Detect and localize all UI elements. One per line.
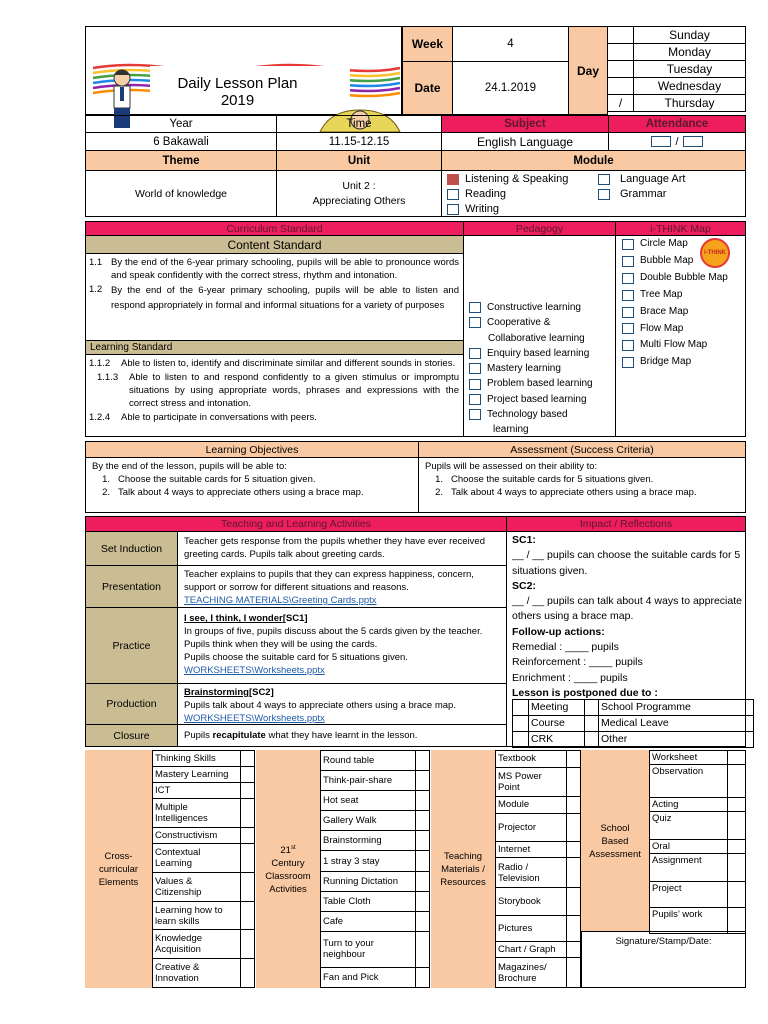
activities-header: Teaching and Learning Activities bbox=[85, 516, 507, 532]
checkbox-icon[interactable] bbox=[622, 357, 634, 368]
century-item: Hot seat bbox=[321, 791, 416, 811]
checkbox-icon[interactable] bbox=[622, 256, 634, 267]
checkbox-icon[interactable] bbox=[447, 204, 459, 215]
objective-item: Talk about 4 ways to appreciate others using a brace map. bbox=[118, 487, 364, 498]
school-item: Observation bbox=[650, 765, 728, 798]
cross-check[interactable] bbox=[241, 872, 255, 901]
postpone-check[interactable] bbox=[513, 732, 529, 748]
checkbox-icon[interactable] bbox=[622, 340, 634, 351]
century-item: Brainstorming bbox=[321, 831, 416, 851]
closure-label: Closure bbox=[85, 724, 178, 747]
postpone-reason: CRK bbox=[529, 732, 585, 748]
material-item: Radio / Television bbox=[496, 858, 567, 888]
checkbox-icon[interactable] bbox=[622, 290, 634, 301]
assessment-item: Talk about 4 ways to appreciate others using a brace map. bbox=[451, 487, 697, 498]
cs-num: 1.1 bbox=[89, 257, 103, 268]
pedagogy-technology-cont: learning bbox=[493, 424, 529, 436]
century-item: Think-pair-share bbox=[321, 771, 416, 791]
pedagogy-list bbox=[469, 300, 593, 438]
enrichment-line: Enrichment : ____ pupils bbox=[512, 671, 628, 684]
presentation-desc: Teacher explains to pupils that they can express happiness, concern, support or sorrow for different situations and reasons. bbox=[184, 569, 474, 593]
follow-up-label: Follow-up actions: bbox=[512, 625, 605, 638]
cross-item: Contextual Learning bbox=[153, 844, 241, 873]
school-check[interactable] bbox=[728, 908, 746, 934]
checkbox-icon[interactable] bbox=[469, 409, 481, 420]
closure-text-bold: recapitulate bbox=[212, 730, 266, 741]
ithink-badge-icon: i-THINK bbox=[700, 238, 730, 268]
sc2-label: SC2: bbox=[512, 579, 536, 592]
cross-check[interactable] bbox=[241, 767, 255, 783]
module-language-art[interactable]: Language Art bbox=[598, 172, 685, 187]
module-reading[interactable]: Reading bbox=[447, 187, 568, 202]
cross-check[interactable] bbox=[241, 844, 255, 873]
time-value[interactable]: 11.15-12.15 bbox=[276, 132, 442, 151]
material-check[interactable] bbox=[567, 958, 581, 988]
ithink-flow-map[interactable]: Flow Map bbox=[622, 321, 728, 338]
material-item: Magazines/ Brochure bbox=[496, 958, 567, 988]
material-check[interactable] bbox=[567, 915, 581, 941]
postpone-reason: School Programme bbox=[599, 700, 754, 716]
materials-table bbox=[495, 750, 581, 988]
theme-label: Theme bbox=[85, 150, 277, 171]
subject-value[interactable]: English Language bbox=[441, 132, 609, 151]
objective-item: Choose the suitable cards for 5 situation given. bbox=[118, 474, 316, 485]
checkbox-icon[interactable] bbox=[469, 394, 481, 405]
unit-value bbox=[276, 170, 442, 217]
teaching-materials-label: Teaching Materials / Resources bbox=[431, 750, 495, 988]
pedagogy-collaborative: Collaborative learning bbox=[488, 332, 585, 344]
practice-title: I see, I think, I wonder bbox=[184, 613, 283, 624]
week-value[interactable]: 4 bbox=[452, 26, 569, 62]
pedagogy-cooperative[interactable]: Cooperative & bbox=[469, 315, 593, 330]
ithink-brace-map[interactable]: Brace Map bbox=[622, 304, 728, 321]
school-assessment-table bbox=[649, 750, 746, 934]
unit-label: Unit bbox=[276, 150, 442, 171]
checkbox-icon[interactable] bbox=[622, 307, 634, 318]
objectives-body: By the end of the lesson, pupils will be able to: 1. Choose the suitable cards for 5 situation given. 2. Talk about 4 ways to appreciate others using a brace map. bbox=[85, 457, 419, 513]
attendance-total-box[interactable] bbox=[683, 136, 703, 147]
checkbox-icon[interactable] bbox=[469, 379, 481, 390]
school-item: Assignment bbox=[650, 854, 728, 882]
postpone-reason: Medical Leave bbox=[599, 716, 754, 732]
ithink-list bbox=[622, 236, 728, 371]
material-check[interactable] bbox=[567, 751, 581, 768]
checkbox-icon[interactable] bbox=[469, 317, 481, 328]
day-mark[interactable] bbox=[608, 61, 634, 77]
postpone-row bbox=[513, 716, 754, 732]
year-label: Year bbox=[85, 115, 277, 133]
day-list bbox=[607, 26, 746, 115]
sc1-label: SC1: bbox=[512, 534, 536, 546]
century-check[interactable] bbox=[416, 967, 430, 987]
school-check[interactable] bbox=[728, 840, 746, 854]
postpone-row bbox=[513, 700, 754, 716]
checkbox-icon[interactable] bbox=[598, 189, 610, 200]
century-check[interactable] bbox=[416, 771, 430, 791]
learning-standard-header: Learning Standard bbox=[85, 340, 464, 355]
time-label: Time bbox=[276, 115, 442, 133]
content-standard-header: Content Standard bbox=[85, 235, 464, 254]
theme-value: World of knowledge bbox=[85, 170, 277, 217]
year-value[interactable]: 6 Bakawali bbox=[85, 132, 277, 151]
century-text: Century Classroom Activities bbox=[265, 858, 311, 896]
presentation-link[interactable]: TEACHING MATERIALS\Greeting Cards.pptx bbox=[184, 595, 377, 606]
attendance-separator: / bbox=[675, 135, 679, 148]
material-item: Chart / Graph bbox=[496, 941, 567, 958]
cross-item: Learning how to learn skills bbox=[153, 901, 241, 930]
cross-item: Creative & Innovation bbox=[153, 959, 241, 988]
cross-item: Mastery Learning bbox=[153, 767, 241, 783]
curriculum-header: Curriculum Standard bbox=[85, 221, 464, 236]
day-label: Day bbox=[568, 26, 608, 115]
module-label: Module bbox=[441, 150, 746, 171]
cross-curricular-table bbox=[152, 750, 255, 988]
century-activities-label bbox=[256, 750, 320, 988]
cross-item: Constructivism bbox=[153, 828, 241, 844]
ls-num: 1.1.2 bbox=[89, 358, 111, 369]
school-assessment-label: School Based Assessment bbox=[581, 750, 649, 932]
material-item: Module bbox=[496, 797, 567, 814]
module-writing[interactable]: Writing bbox=[447, 202, 568, 217]
practice-tag: [SC1] bbox=[282, 613, 308, 624]
closure-text-c: what they have learnt in the lesson. bbox=[265, 730, 418, 741]
day-monday: Monday bbox=[668, 45, 711, 59]
material-check[interactable] bbox=[567, 941, 581, 958]
set-induction-label: Set Induction bbox=[85, 531, 178, 566]
postpone-check[interactable] bbox=[585, 716, 599, 732]
learning-standard-text bbox=[89, 357, 459, 424]
checkbox-icon[interactable] bbox=[469, 363, 481, 374]
material-check[interactable] bbox=[567, 858, 581, 888]
practice-desc-2: Pupils choose the suitable card for 5 situations given. bbox=[184, 652, 408, 663]
school-item: Project bbox=[650, 882, 728, 908]
production-label: Production bbox=[85, 683, 178, 725]
ls-text: Able to listen to, identify and discriminate similar and different sounds in stories. bbox=[121, 358, 456, 369]
school-item: Pupils’ work bbox=[650, 908, 728, 934]
cross-check[interactable] bbox=[241, 783, 255, 799]
century-item: Table Cloth bbox=[321, 891, 416, 911]
assessment-body: Pupils will be assessed on their ability to: 1. Choose the suitable cards for 5 situations given. 2. Talk about 4 ways to appreciate others using a brace map. bbox=[418, 457, 746, 513]
sc1-text: __ / __ pupils can choose the suitable cards for 5 situations given. bbox=[512, 549, 741, 577]
day-mark[interactable] bbox=[608, 27, 634, 43]
practice-desc-1: In groups of five, pupils discuss about the 5 cards given by the teacher. Pupils think when they will be using the cards. bbox=[184, 626, 483, 650]
century-check[interactable] bbox=[416, 831, 430, 851]
module-grammar[interactable]: Grammar bbox=[598, 187, 685, 202]
date-value[interactable]: 24.1.2019 bbox=[452, 61, 569, 115]
assessment-item: Choose the suitable cards for 5 situations given. bbox=[451, 474, 654, 485]
cross-check[interactable] bbox=[241, 799, 255, 828]
century-check[interactable] bbox=[416, 811, 430, 831]
century-item: Round table bbox=[321, 751, 416, 771]
century-check[interactable] bbox=[416, 751, 430, 771]
subject-label: Subject bbox=[441, 115, 609, 133]
ls-num: 1.2.4 bbox=[89, 412, 111, 423]
production-desc: Pupils talk about 4 ways to appreciate others using a brace map. bbox=[184, 700, 456, 711]
title-year: 2019 bbox=[220, 92, 255, 109]
attendance-present-box[interactable] bbox=[651, 136, 671, 147]
century-item: Turn to your neighbour bbox=[321, 931, 416, 967]
school-check[interactable] bbox=[728, 798, 746, 812]
pedagogy-mastery[interactable]: Mastery learning bbox=[469, 361, 593, 376]
postponed-label: Lesson is postponed due to : bbox=[512, 686, 658, 699]
ithink-bridge-map[interactable]: Bridge Map bbox=[622, 354, 728, 371]
material-item: Textbook bbox=[496, 751, 567, 768]
century-check[interactable] bbox=[416, 911, 430, 931]
unit-number: Unit 2 : bbox=[342, 179, 376, 192]
pedagogy-project[interactable]: Project based learning bbox=[469, 392, 593, 407]
material-check[interactable] bbox=[567, 887, 581, 915]
lesson-plan-title bbox=[150, 75, 325, 109]
production-tag: [SC2] bbox=[248, 687, 274, 698]
practice-link[interactable]: WORKSHEETS\Worksheets.pptx bbox=[184, 665, 325, 676]
day-tuesday: Tuesday bbox=[666, 62, 713, 76]
material-item: MS Power Point bbox=[496, 767, 567, 797]
module-listening[interactable]: Listening & Speaking bbox=[447, 172, 568, 187]
ithink-double-bubble-map[interactable]: Double Bubble Map bbox=[622, 270, 728, 287]
checkbox-icon[interactable] bbox=[447, 189, 459, 200]
ls-text: Able to listen to and respond confidently to a given stimulus or impromptu situations by using appropriate words, phrases and expressions with the correct stress and intonation. bbox=[129, 372, 459, 409]
school-check[interactable] bbox=[728, 765, 746, 798]
postpone-check[interactable] bbox=[585, 732, 599, 748]
century-check[interactable] bbox=[416, 851, 430, 871]
day-mark[interactable] bbox=[608, 44, 634, 60]
checkbox-icon[interactable] bbox=[469, 348, 481, 359]
cross-curricular-label: Cross-curricular Elements bbox=[85, 750, 152, 988]
week-label: Week bbox=[402, 26, 453, 62]
material-check[interactable] bbox=[567, 813, 581, 841]
school-item: Worksheet bbox=[650, 751, 728, 765]
cross-item: Multiple Intelligences bbox=[153, 799, 241, 828]
pedagogy-header: Pedagogy bbox=[463, 221, 616, 236]
reinforcement-line: Reinforcement : ____ pupils bbox=[512, 656, 643, 669]
cross-check[interactable] bbox=[241, 901, 255, 930]
pedagogy-enquiry[interactable]: Enquiry based learning bbox=[469, 346, 593, 361]
pedagogy-problem[interactable]: Problem based learning bbox=[469, 376, 593, 391]
production-text bbox=[177, 683, 507, 725]
postpone-check[interactable] bbox=[585, 700, 599, 716]
day-sunday: Sunday bbox=[669, 28, 710, 42]
checkbox-icon[interactable] bbox=[598, 174, 610, 185]
cs-num: 1.2 bbox=[89, 284, 103, 295]
production-link[interactable]: WORKSHEETS\Worksheets.pptx bbox=[184, 713, 325, 724]
ithink-multi-flow-map[interactable]: Multi Flow Map bbox=[622, 337, 728, 354]
century-check[interactable] bbox=[416, 891, 430, 911]
assessment-intro: Pupils will be assessed on their ability to: bbox=[425, 461, 598, 472]
closure-text-a: Pupils bbox=[184, 730, 213, 741]
material-item: Projector bbox=[496, 813, 567, 841]
presentation-label: Presentation bbox=[85, 565, 178, 608]
checkbox-icon[interactable] bbox=[447, 174, 459, 185]
postpone-row bbox=[513, 732, 754, 748]
century-check[interactable] bbox=[416, 791, 430, 811]
century-item: Fan and Pick bbox=[321, 967, 416, 987]
practice-text bbox=[177, 607, 507, 684]
set-induction-text: Teacher gets response from the pupils whether they have ever received greeting cards. Pupils talk about greeting cards. bbox=[177, 531, 507, 566]
sc2-text: __ / __ pupils can talk about 4 ways to appreciate others using a brace map. bbox=[512, 595, 742, 623]
cross-check[interactable] bbox=[241, 959, 255, 988]
postpone-table bbox=[512, 699, 754, 748]
century-item: Cafe bbox=[321, 911, 416, 931]
objectives-intro: By the end of the lesson, pupils will be able to: bbox=[92, 461, 287, 472]
century-sup: st bbox=[290, 844, 296, 851]
cross-item: Knowledge Acquisition bbox=[153, 930, 241, 959]
cs-text: By the end of the 6-year primary schooling, pupils will be able to listen and respond appropriately in formal and informal situations for a variety of purposes bbox=[111, 285, 459, 311]
century-check[interactable] bbox=[416, 871, 430, 891]
school-check[interactable] bbox=[728, 812, 746, 840]
practice-label: Practice bbox=[85, 607, 178, 684]
material-check[interactable] bbox=[567, 841, 581, 858]
century-item: Running Dictation bbox=[321, 871, 416, 891]
material-check[interactable] bbox=[567, 797, 581, 814]
postpone-check[interactable] bbox=[513, 700, 529, 716]
cross-check[interactable] bbox=[241, 828, 255, 844]
cross-check[interactable] bbox=[241, 930, 255, 959]
cross-item: Values & Citizenship bbox=[153, 872, 241, 901]
school-item: Acting bbox=[650, 798, 728, 812]
impact-text bbox=[512, 533, 742, 701]
day-mark-thursday[interactable]: / bbox=[608, 95, 634, 111]
school-check[interactable] bbox=[728, 882, 746, 908]
production-title: Brainstorming bbox=[184, 687, 249, 698]
school-item: Oral bbox=[650, 840, 728, 854]
day-thursday: Thursday bbox=[664, 96, 715, 110]
title-text: Daily Lesson Plan bbox=[177, 75, 298, 92]
signature-box[interactable]: Signature/Stamp/Date: bbox=[581, 931, 746, 988]
checkbox-icon[interactable] bbox=[469, 302, 481, 313]
postpone-reason: Other bbox=[599, 732, 754, 748]
ls-num: 1.1.3 bbox=[97, 372, 119, 383]
day-mark[interactable] bbox=[608, 78, 634, 94]
material-check[interactable] bbox=[567, 767, 581, 797]
attendance-cell bbox=[608, 132, 746, 151]
checkbox-icon[interactable] bbox=[622, 323, 634, 334]
checkbox-icon[interactable] bbox=[622, 273, 634, 284]
school-item: Quiz bbox=[650, 812, 728, 840]
postpone-reason: Course bbox=[529, 716, 585, 732]
unit-name: Appreciating Others bbox=[312, 194, 406, 207]
impact-header: Impact / Reflections bbox=[506, 516, 746, 532]
material-item: Internet bbox=[496, 841, 567, 858]
content-standard-text bbox=[89, 256, 459, 313]
century-item: 1 stray 3 stay bbox=[321, 851, 416, 871]
cross-item: Thinking Skills bbox=[153, 751, 241, 767]
cross-check[interactable] bbox=[241, 751, 255, 767]
pedagogy-technology[interactable]: Technology based bbox=[469, 407, 593, 422]
century-table bbox=[320, 750, 430, 988]
ls-text: Able to participate in conversations with peers. bbox=[121, 412, 317, 423]
ithink-circle-map[interactable]: Circle Map bbox=[622, 236, 728, 253]
pedagogy-constructive[interactable]: Constructive learning bbox=[469, 300, 593, 315]
postpone-reason: Meeting bbox=[529, 700, 585, 716]
assessment-header: Assessment (Success Criteria) bbox=[418, 441, 746, 458]
attendance-label: Attendance bbox=[608, 115, 746, 133]
remedial-line: Remedial : ____ pupils bbox=[512, 641, 619, 654]
ithink-tree-map[interactable]: Tree Map bbox=[622, 287, 728, 304]
material-item: Storybook bbox=[496, 887, 567, 915]
century-num: 21 bbox=[280, 845, 291, 857]
school-check[interactable] bbox=[728, 854, 746, 882]
objectives-header: Learning Objectives bbox=[85, 441, 419, 458]
school-check[interactable] bbox=[728, 751, 746, 765]
postpone-check[interactable] bbox=[513, 716, 529, 732]
century-item: Gallery Walk bbox=[321, 811, 416, 831]
cs-text: By the end of the 6-year primary schooling, pupils will be able to pronounce words and speak confidently with the correct stress, rhythm and intonation. bbox=[111, 257, 459, 281]
checkbox-icon[interactable] bbox=[622, 239, 634, 250]
ithink-bubble-map[interactable]: Bubble Map bbox=[622, 253, 728, 270]
presentation-text bbox=[177, 565, 507, 608]
date-label: Date bbox=[402, 61, 453, 115]
module-options bbox=[441, 170, 746, 217]
century-check[interactable] bbox=[416, 931, 430, 967]
cross-item: ICT bbox=[153, 783, 241, 799]
day-wednesday: Wednesday bbox=[657, 79, 722, 93]
ithink-header: i-THINK Map bbox=[615, 221, 746, 236]
closure-text bbox=[177, 724, 507, 747]
material-item: Pictures bbox=[496, 915, 567, 941]
